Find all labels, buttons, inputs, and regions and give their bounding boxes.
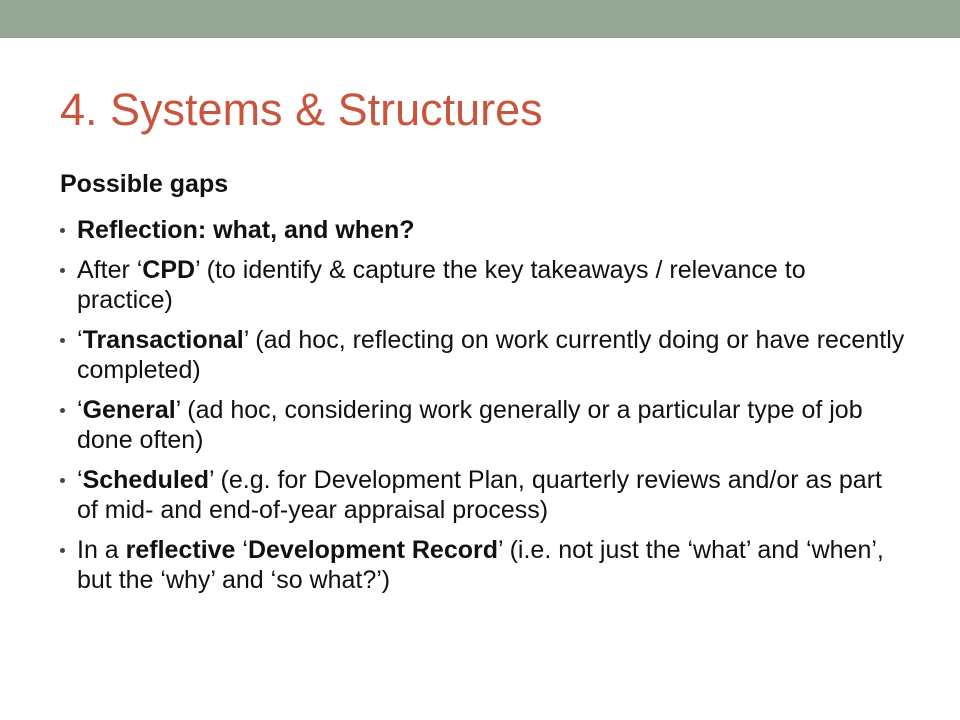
- slide-body: [60, 165, 905, 605]
- bullet-item: [60, 325, 905, 385]
- bullet-dot-icon: [60, 268, 65, 273]
- bullet-list: [60, 215, 905, 595]
- bullet-dot-icon: [60, 478, 65, 483]
- bullet-dot-icon: [60, 338, 65, 343]
- bullet-text: ‘: [77, 466, 83, 494]
- bullet-text: ’ (ad hoc, reflecting on work currently doing or have recently completed): [77, 326, 905, 384]
- bullet-text: ’ (to identify & capture the key takeaways / relevance to practice): [77, 256, 806, 314]
- slide-title: 4. Systems & Structures: [60, 84, 543, 135]
- bullet-text: ’ (e.g. for Development Plan, quarterly reviews and/or as part of mid- and end-of-year appraisal process): [77, 466, 882, 524]
- bullet-dot-icon: [60, 548, 65, 553]
- bullet-text: After ‘: [77, 256, 143, 284]
- bullet-text: ‘: [235, 536, 248, 564]
- bullet-text: ’ (ad hoc, considering work generally or a particular type of job done often): [77, 396, 863, 454]
- bullet-text: ’ (i.e. not just the ‘what’ and ‘when’, but the ‘why’ and ‘so what?’): [77, 536, 884, 594]
- bullet-dot-icon: [60, 228, 65, 233]
- bullet-item: [60, 255, 905, 315]
- bullet-emphasis: General: [82, 396, 176, 424]
- bullet-item: [60, 465, 905, 525]
- subheading: Possible gaps: [60, 170, 229, 198]
- bullet-item: [60, 215, 905, 245]
- bullet-emphasis: Reflection: what, and when?: [77, 216, 415, 244]
- bullet-emphasis: Scheduled: [82, 466, 209, 494]
- bullet-emphasis: reflective: [125, 536, 236, 564]
- bullet-text: ‘: [77, 396, 83, 424]
- bullet-emphasis: CPD: [142, 256, 196, 284]
- bullet-emphasis: Development Record: [247, 536, 499, 564]
- bullet-dot-icon: [60, 408, 65, 413]
- bullet-emphasis: Transactional: [82, 326, 244, 354]
- bullet-item: [60, 535, 905, 595]
- top-accent-band: [0, 0, 960, 38]
- bullet-text: ‘: [77, 326, 83, 354]
- bullet-item: [60, 395, 905, 455]
- bullet-text: In a: [77, 536, 126, 564]
